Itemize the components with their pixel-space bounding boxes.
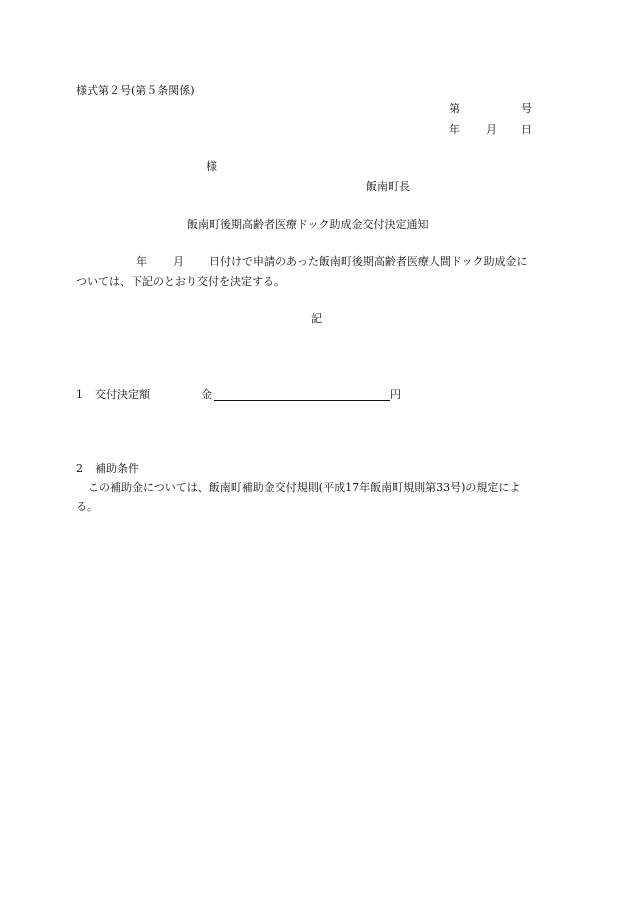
form-number: 様式第２号(第５条関係): [76, 84, 195, 97]
body-line-1-text: 日付けで申請のあった飯南町後期高齢者医療人間ドック助成金に: [209, 255, 528, 268]
item-2-text-line-1: この補助金については、飯南町補助金交付規則(平成17年飯南町規則第33号)の規定によ: [88, 481, 521, 494]
item-1-label: 交付決定額: [95, 388, 150, 401]
doc-number-suffix: 号: [521, 102, 532, 115]
document-title: 飯南町後期高齢者医療ドック助成金交付決定通知: [187, 218, 429, 231]
item-1-number: 1: [76, 388, 83, 401]
doc-number-prefix: 第: [449, 102, 460, 115]
item-2-label: 補助条件: [95, 462, 139, 475]
amount-prefix: 金: [201, 388, 212, 401]
ki-heading: 記: [311, 312, 322, 325]
body-month-label: 月: [173, 255, 184, 268]
body-line-2: ついては、下記のとおり交付を決定する。: [76, 275, 285, 288]
date-day-label: 日: [521, 123, 532, 136]
issuer-name: 飯南町長: [366, 180, 410, 193]
date-month-label: 月: [486, 123, 497, 136]
item-2-number: 2: [76, 462, 83, 475]
amount-blank-line: [214, 400, 390, 401]
addressee-suffix: 様: [206, 160, 217, 173]
date-year-label: 年: [449, 123, 460, 136]
amount-suffix: 円: [390, 388, 401, 401]
item-2-text-line-2: る。: [76, 500, 98, 513]
body-year-label: 年: [136, 255, 147, 268]
